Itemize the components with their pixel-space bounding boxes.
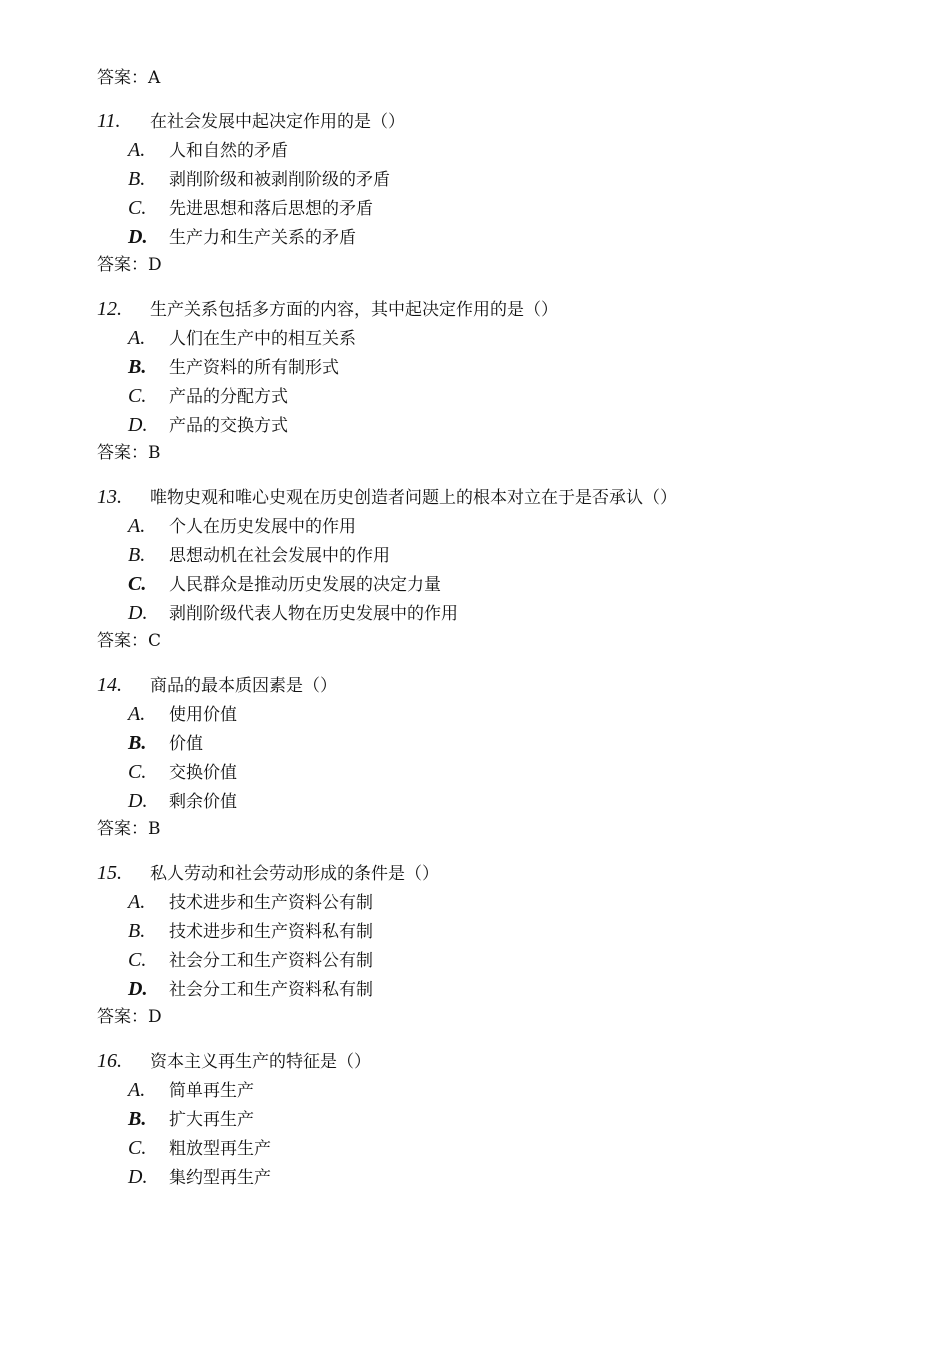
option-label: D.: [128, 602, 148, 624]
option-label: A.: [128, 139, 146, 161]
option-text: 产品的交换方式: [169, 416, 288, 436]
option-text: 社会分工和生产资料公有制: [169, 951, 373, 971]
option-label: D.: [128, 978, 148, 1000]
option-text: 剩余价值: [169, 792, 237, 812]
option-label: A.: [128, 327, 146, 349]
question-number: 13.: [97, 486, 122, 508]
question-text: 资本主义再生产的特征是（）: [150, 1052, 371, 1072]
option-label: B.: [128, 1108, 147, 1130]
option-text: 使用价值: [169, 705, 237, 725]
option-label: C.: [128, 949, 147, 971]
question-text: 生产关系包括多方面的内容，其中起决定作用的是（）: [150, 300, 558, 320]
option-text: 生产力和生产关系的矛盾: [169, 228, 356, 248]
option-label: B.: [128, 544, 146, 566]
option-text: 技术进步和生产资料私有制: [169, 922, 373, 942]
question-text: 唯物史观和唯心史观在历史创造者问题上的根本对立在于是否承认（）: [150, 488, 677, 508]
answer-line: 答案：B: [97, 819, 161, 839]
option-text: 交换价值: [169, 763, 237, 783]
option-text: 价值: [169, 734, 203, 754]
option-text: 简单再生产: [169, 1081, 254, 1101]
option-label: A.: [128, 703, 146, 725]
answer-line: 答案：D: [97, 255, 162, 275]
option-label: D.: [128, 790, 148, 812]
option-text: 扩大再生产: [169, 1110, 254, 1130]
question-text: 私人劳动和社会劳动形成的条件是（）: [150, 864, 439, 884]
answer-line: [97, 67, 160, 89]
option-label: C.: [128, 1137, 147, 1159]
answer-line: 答案：C: [97, 631, 162, 651]
option-label: D.: [128, 414, 148, 436]
question-number: 14.: [97, 674, 122, 696]
option-label: C.: [128, 385, 147, 407]
option-label: A.: [128, 515, 146, 537]
question-number: 15.: [97, 862, 122, 884]
option-label: B.: [128, 732, 147, 754]
option-text: 粗放型再生产: [169, 1139, 271, 1159]
question-number: 16.: [97, 1050, 122, 1072]
option-label: A.: [128, 891, 146, 913]
option-text: 剥削阶级代表人物在历史发展中的作用: [169, 604, 458, 624]
answer-line: 答案：B: [97, 443, 161, 463]
option-text: 人和自然的矛盾: [169, 141, 288, 161]
option-label: B.: [128, 920, 146, 942]
option-text: 集约型再生产: [169, 1168, 271, 1188]
option-label: C.: [128, 197, 147, 219]
option-text: 人们在生产中的相互关系: [169, 329, 356, 349]
option-label: D.: [128, 226, 148, 248]
question-text: 商品的最本质因素是（）: [150, 676, 337, 696]
option-label: A.: [128, 1079, 146, 1101]
option-text: 思想动机在社会发展中的作用: [169, 546, 390, 566]
option-label: B.: [128, 356, 147, 378]
answer-value: A: [148, 68, 161, 88]
option-label: C.: [128, 573, 147, 595]
option-text: 先进思想和落后思想的矛盾: [169, 199, 373, 219]
option-label: B.: [128, 168, 146, 190]
option-text: 社会分工和生产资料私有制: [169, 980, 373, 1000]
question-text: 在社会发展中起决定作用的是（）: [150, 112, 405, 132]
option-text: 产品的分配方式: [169, 387, 288, 407]
question-number: 11.: [97, 110, 121, 132]
option-text: 技术进步和生产资料公有制: [169, 893, 373, 913]
option-text: 生产资料的所有制形式: [169, 358, 339, 378]
option-label: D.: [128, 1166, 148, 1188]
option-text: 剥削阶级和被剥削阶级的矛盾: [169, 170, 390, 190]
option-text: 人民群众是推动历史发展的决定力量: [169, 575, 441, 595]
answer-prefix: 答案：: [97, 68, 148, 88]
question-number: 12.: [97, 298, 122, 320]
answer-line: 答案：D: [97, 1007, 162, 1027]
option-text: 个人在历史发展中的作用: [169, 517, 356, 537]
option-label: C.: [128, 761, 147, 783]
